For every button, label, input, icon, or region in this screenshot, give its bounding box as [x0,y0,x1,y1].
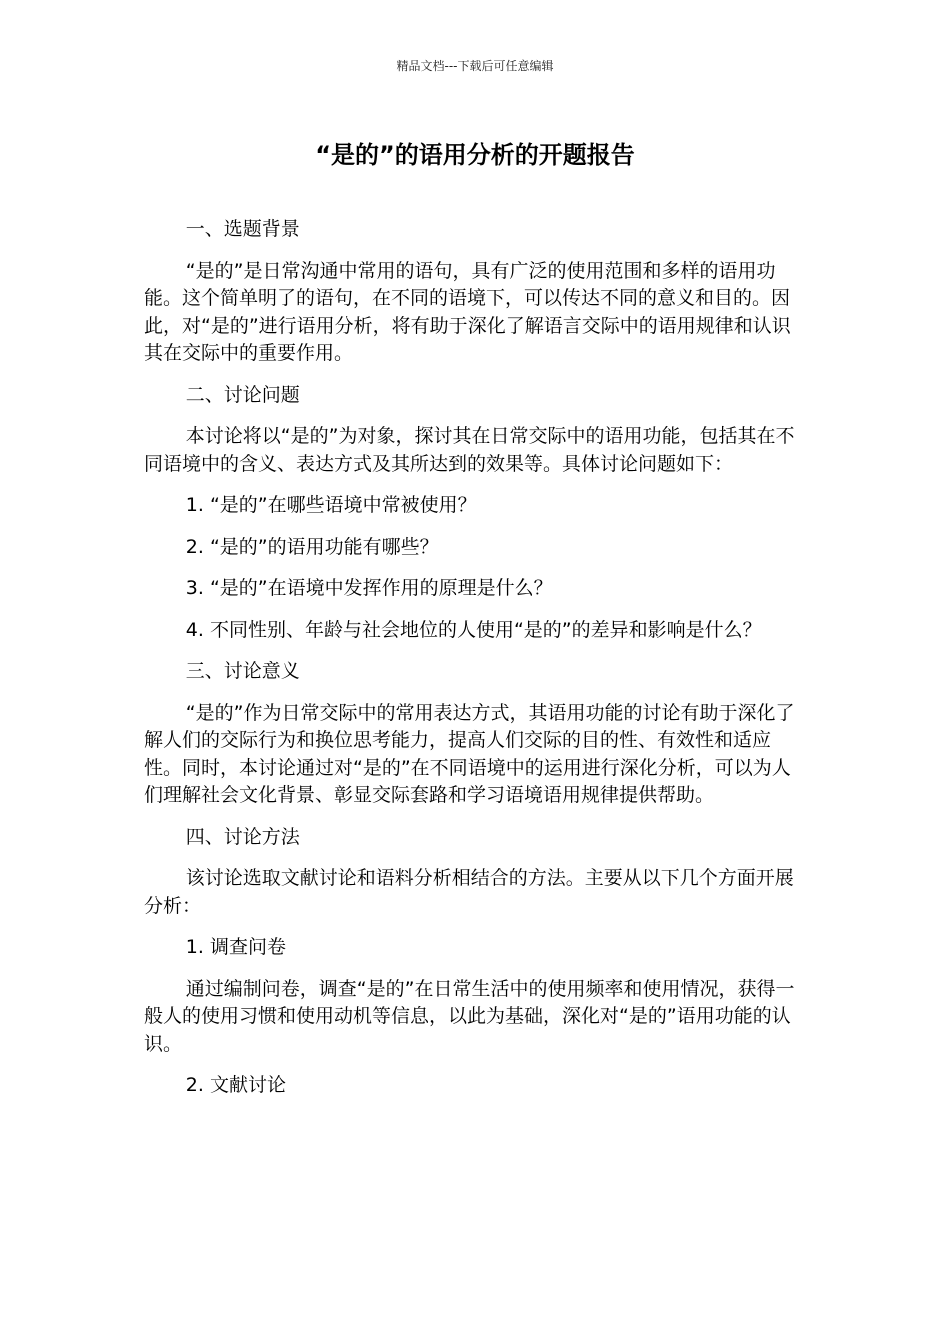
list-item: 1. “是的”在哪些语境中常被使用？ [185,494,477,516]
list-item: 2. 文献讨论 [185,1074,286,1096]
document-title: “是的”的语用分析的开题报告 [315,141,635,169]
body-paragraph: 本讨论将以“是的”为对象，探讨其在日常交际中的语用功能，包括其在不同语境中的含义、表达方式及其所达到的效果等。具体讨论问题如下： [144,425,795,475]
list-item: 1. 调查问卷 [185,936,286,958]
body-paragraph: 该讨论选取文献讨论和语料分析相结合的方法。主要从以下几个方面开展分析： [144,867,794,917]
section-heading: 一、选题背景 [185,218,300,240]
section-heading: 三、讨论意义 [185,660,300,682]
body-paragraph: 通过编制问卷，调查“是的”在日常生活中的使用频率和使用情况，获得一般人的使用习惯和使用动机等信息，以此为基础，深化对“是的”语用功能的认识。 [144,977,795,1055]
section-heading: 四、讨论方法 [185,825,300,848]
section-heading: 二、讨论问题 [185,383,300,406]
list-item: 2. “是的”的语用功能有哪些？ [185,535,439,558]
list-item: 3. “是的”在语境中发挥作用的原理是什么？ [185,577,553,599]
body-paragraph: “是的”作为日常交际中的常用表达方式，其语用功能的讨论有助于深化了解人们的交际行为和换位思考能力，提高人们交际的目的性、有效性和适应性。同时，本讨论通过对“是的”在不同语境中的运用进行深化分析，可以为人们理解社会文化背景、彰显交际套路和学习语境语用规律提供帮助。 [144,701,795,806]
document-body [144,216,808,1114]
list-item: 4. 不同性别、年龄与社会地位的人使用“是的”的差异和影响是什么？ [185,618,762,641]
body-paragraph: “是的”是日常沟通中常用的语句，具有广泛的使用范围和多样的语用功能。这个简单明了的语句，在不同的语境下，可以传达不同的意义和目的。因此，对“是的”进行语用分析，将有助于深化了解语言交际中的语用规律和认识其在交际中的重要作用。 [144,259,791,364]
page-header: 精品文档---下载后可任意编辑 [396,59,554,73]
